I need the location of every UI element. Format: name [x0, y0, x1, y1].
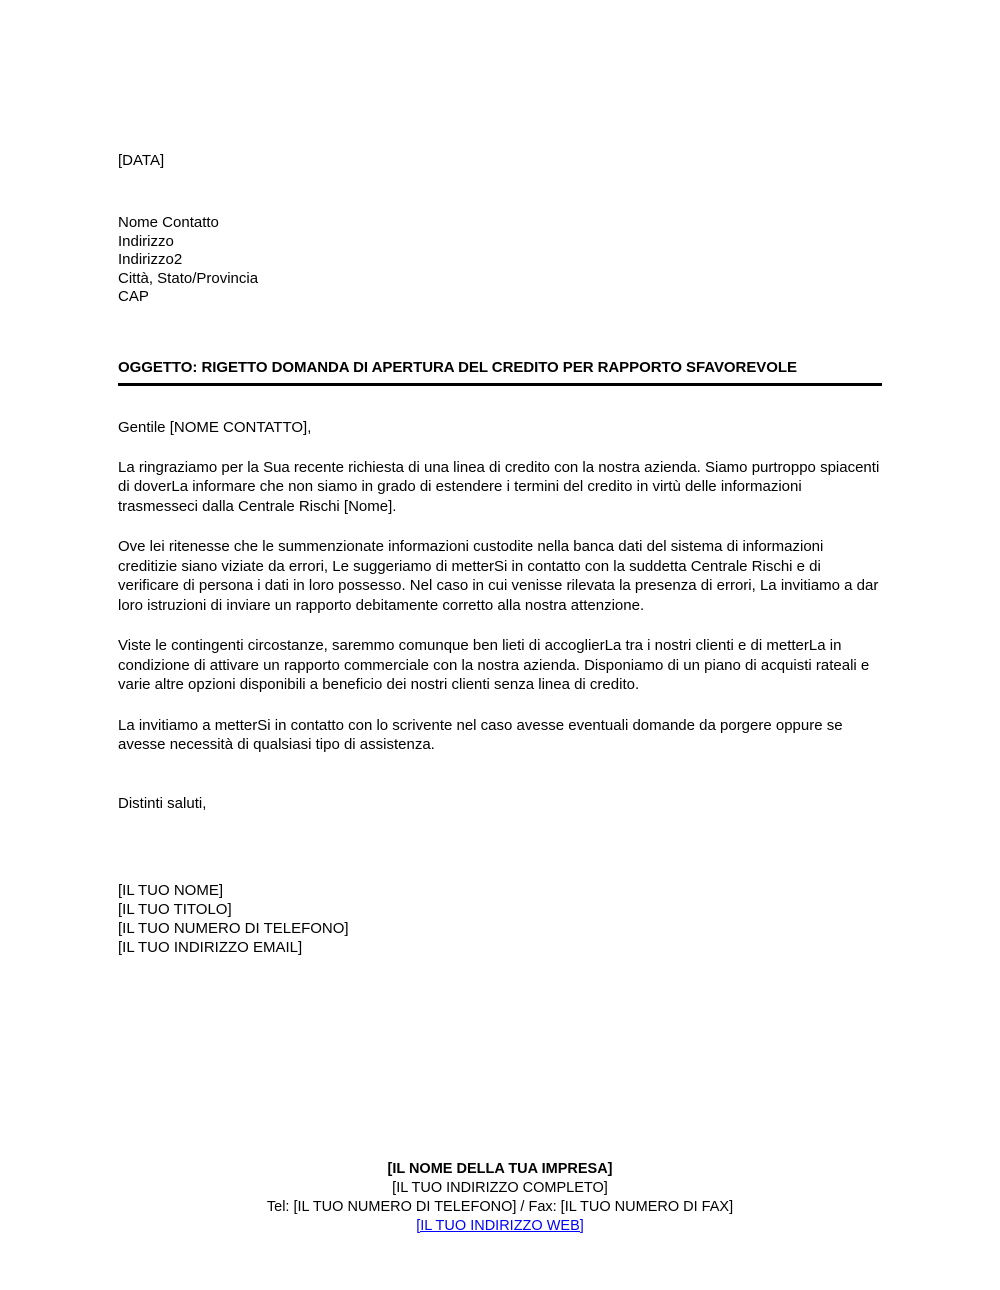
body-paragraph: La invitiamo a metterSi in contatto con lo scrivente nel caso avesse eventuali domande da porgere oppure se avesse necessità di qualsiasi tipo di assistenza. [118, 716, 843, 753]
body-paragraph: Viste le contingenti circostanze, saremmo comunque ben lieti di accoglierLa tra i nostri clienti e di metterLa in condizione di attivare un rapporto commerciale con la nostra azienda. Disponiamo di un piano di acquisti rateali e varie altre opzioni disponibili a beneficio dei nostri clienti senza linea di credito. [118, 637, 870, 693]
footer-contact: Tel: [IL TUO NUMERO DI TELEFONO] / Fax: [IL TUO NUMERO DI FAX] [266, 1199, 734, 1215]
recipient-line: Indirizzo [118, 232, 174, 250]
letter-content [118, 0, 885, 957]
footer-website-link-wrap [0, 1217, 1000, 1236]
subject-section [118, 359, 885, 386]
recipient-line: Indirizzo2 [118, 251, 183, 268]
signature-line: [IL TUO NUMERO DI TELEFONO] [118, 919, 349, 937]
signature-block [118, 881, 885, 957]
recipient-line: Nome Contatto [118, 214, 219, 231]
footer-company-name: [IL NOME DELLA TUA IMPRESA] [387, 1161, 613, 1177]
recipient-line: CAP [118, 288, 149, 305]
footer-address: [IL TUO INDIRIZZO COMPLETO] [392, 1180, 608, 1196]
body-paragraph: Ove lei ritenesse che le summenzionate informazioni custodite nella banca dati del sistema di informazioni creditizie siano viziate da errori, Le suggeriamo di metterSi in contatto con la suddetta Centrale Rischi e di verificare di persona i dati in loro possesso. Nel caso in cui venisse rilevata la presenza di errori, La invitiamo a dar loro istruzioni di inviare un rapporto debitamente corretto alla nostra attenzione. [118, 538, 879, 614]
date-placeholder: [DATA] [118, 152, 165, 169]
subject-divider [118, 383, 882, 386]
salutation: Gentile [NOME CONTATTO], [118, 418, 312, 436]
footer-website-link[interactable]: [IL TUO INDIRIZZO WEB] [416, 1218, 584, 1234]
body-paragraph: La ringraziamo per la Sua recente richiesta di una linea di credito con la nostra azienda. Siamo purtroppo spiacenti di doverLa informare che non siamo in grado di estendere i termini del credito in virtù delle informazioni trasmesseci dalla Centrale Rischi [Nome]. [118, 458, 880, 515]
subject-heading: OGGETTO: RIGETTO DOMANDA DI APERTURA DEL CREDITO PER RAPPORTO SFAVOREVOLE [118, 358, 797, 376]
closing-line: Distinti saluti, [118, 794, 207, 812]
signature-line: [IL TUO NOME] [118, 881, 224, 899]
page-footer [0, 1160, 1000, 1236]
signature-line: [IL TUO INDIRIZZO EMAIL] [118, 938, 303, 956]
recipient-line: Città, Stato/Provincia [118, 269, 259, 287]
signature-line: [IL TUO TITOLO] [118, 900, 232, 918]
recipient-address-block [118, 214, 885, 307]
